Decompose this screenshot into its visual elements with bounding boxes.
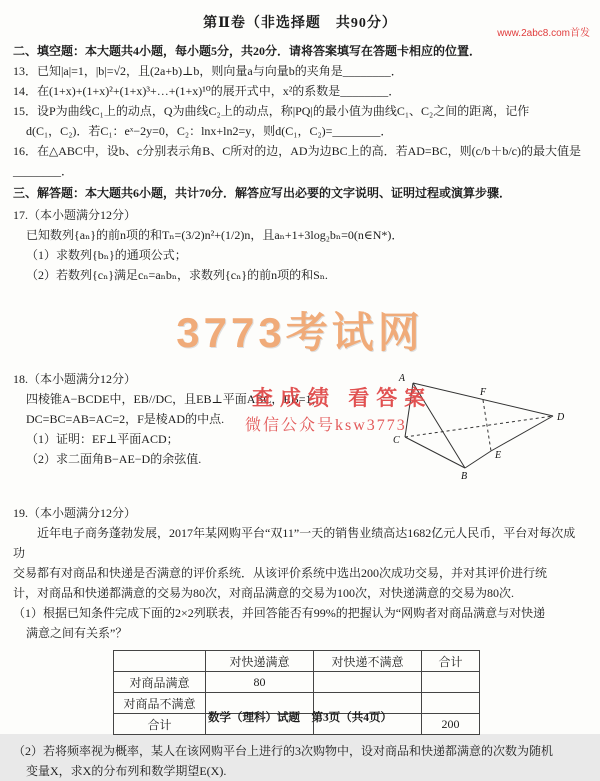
vertex-label-E: E xyxy=(495,450,502,461)
table-cell xyxy=(114,651,206,672)
q18-head: 18.（本小题满分12分） xyxy=(13,372,137,386)
q18-part2: （2）求二面角B−AE−D的余弦值. xyxy=(26,452,202,466)
q18-body-line1: 四棱锥A−BCDE中，EB//DC，且EB⊥平面ABC，EB=1， xyxy=(26,392,324,406)
section-fill-in-blanks xyxy=(13,41,587,181)
q19-body-line2: 交易都有对商品和快递是否满意的评价系统．从该评价系统中选出200次成功交易，并对其评价进行统 xyxy=(13,566,548,580)
q17-body: 已知数列{aₙ}的前n项的和Tₙ=(3/2)n²+(1/2)n，且aₙ+1+3log₂bₙ=0(n∈N*)． xyxy=(26,228,404,242)
q18-part1: （1）证明：EF⊥平面ACD； xyxy=(26,432,179,446)
vertex-label-D: D xyxy=(557,412,565,423)
table-cell-value-80: 80 xyxy=(206,672,314,693)
table-cell-total-header: 合计 xyxy=(422,651,480,672)
question-19 xyxy=(13,503,587,781)
q19-part1-line1: （1）根据已知条件完成下面的2×2列联表，并回答能否有99%的把握认为“网购者对商品满意与对快递 xyxy=(13,606,546,620)
table-header-row xyxy=(114,651,480,672)
q19-body-line3: 计，对商品和快递都满意的交易为80次，对商品满意的交易为100次，对快递满意的交易为80次. xyxy=(13,586,515,600)
question-16: 16．在△ABC中，设b、c分别表示角B、C所对的边，AD为边BC上的高．若AD=BC，则(c/b＋b/c)的最大值是________． xyxy=(13,144,581,178)
question-13: 13．已知|a|=1，|b|=√2，且(2a+b)⊥b，则向量a与向量b的夹角是________． xyxy=(13,64,403,78)
question-15-line1: 15．设P为曲线C₁上的动点，Q为曲线C₂上的动点，称|PQ|的最小值为曲线C₁、C₂之间的距离，记作 xyxy=(13,104,530,118)
table-cell-express-unsatisfied-header: 对快递不满意 xyxy=(314,651,422,672)
table-cell-express-satisfied-header: 对快递满意 xyxy=(206,651,314,672)
section-solutions xyxy=(13,183,587,203)
table-cell-row-label: 对商品满意 xyxy=(114,672,206,693)
q19-part2-line1: （2）若将频率视为概率，某人在该网购平台上进行的3次购物中，设对商品和快递都满意的次数为随机 xyxy=(13,744,554,758)
edge-ED xyxy=(491,416,553,451)
vertex-label-C: C xyxy=(393,435,400,446)
question-14: 14．在(1+x)+(1+x)²+(1+x)³+…+(1+x)¹⁰的展开式中，x²的系数是________． xyxy=(13,84,401,98)
q19-body-line1: 近年电子商务蓬勃发展，2017年某网购平台“双11”一天的销售业绩高达1682亿元人民币，平台对每次成功 xyxy=(13,526,576,560)
question-17 xyxy=(13,205,587,285)
section3-header: 三、解答题：本大题共6小题，共计70分．解答应写出必要的文字说明、证明过程或演算步骤． xyxy=(13,186,512,200)
vertex-label-A: A xyxy=(398,373,405,384)
q17-head: 17.（本小题满分12分） xyxy=(13,208,137,222)
q19-part1-line2: 满意之间有关系”？ xyxy=(26,626,128,640)
table-cell-value-200: 200 xyxy=(422,714,480,735)
question-15-line2: d(C₁，C₂)．若C₁：eˣ−2y=0，C₂：lnx+ln2=y，则d(C₁，C₂)=________． xyxy=(26,124,393,138)
q17-part1: （1）求数列{bₙ}的通项公式； xyxy=(26,248,187,262)
table-row-goods-satisfied xyxy=(114,672,480,693)
table-cell-empty xyxy=(314,672,422,693)
table-cell-row-label: 对商品不满意 xyxy=(114,693,206,714)
watermark-check-scores-text: 查成绩 看答案 xyxy=(252,386,433,410)
table-cell-empty xyxy=(422,672,480,693)
watermark-source-site: www.2abc8.com首发 xyxy=(497,28,590,39)
section2-header: 二、填空题：本大题共4小题，每小题5分，共20分．请将答案填写在答题卡相应的位置． xyxy=(13,44,482,58)
q19-head: 19.（本小题满分12分） xyxy=(13,506,137,520)
q17-part2: （2）若数列{cₙ}满足cₙ=aₙbₙ，求数列{cₙ}的前n项的和Sₙ. xyxy=(26,268,328,282)
edge-CD-hidden xyxy=(405,416,553,437)
page-title: 第Ⅱ卷（非选择题 共90分） xyxy=(203,16,397,31)
vertex-label-F: F xyxy=(479,387,487,398)
q19-part2-line2: 变量X，求X的分布列和数学期望E(X). xyxy=(26,764,227,778)
watermark-3773-logo: 3773考试网 xyxy=(176,309,424,356)
vertex-label-B: B xyxy=(461,471,468,482)
page-footer: 数学（理科）试题 第3页（共4页） xyxy=(208,712,392,724)
q18-body-line2: DC=BC=AB=AC=2，F是棱AD的中点. xyxy=(26,412,225,426)
watermark-wechat-account-text: 微信公众号ksw3773 xyxy=(245,417,407,434)
edge-BE xyxy=(465,451,491,468)
table-cell-row-label: 合计 xyxy=(114,714,206,735)
